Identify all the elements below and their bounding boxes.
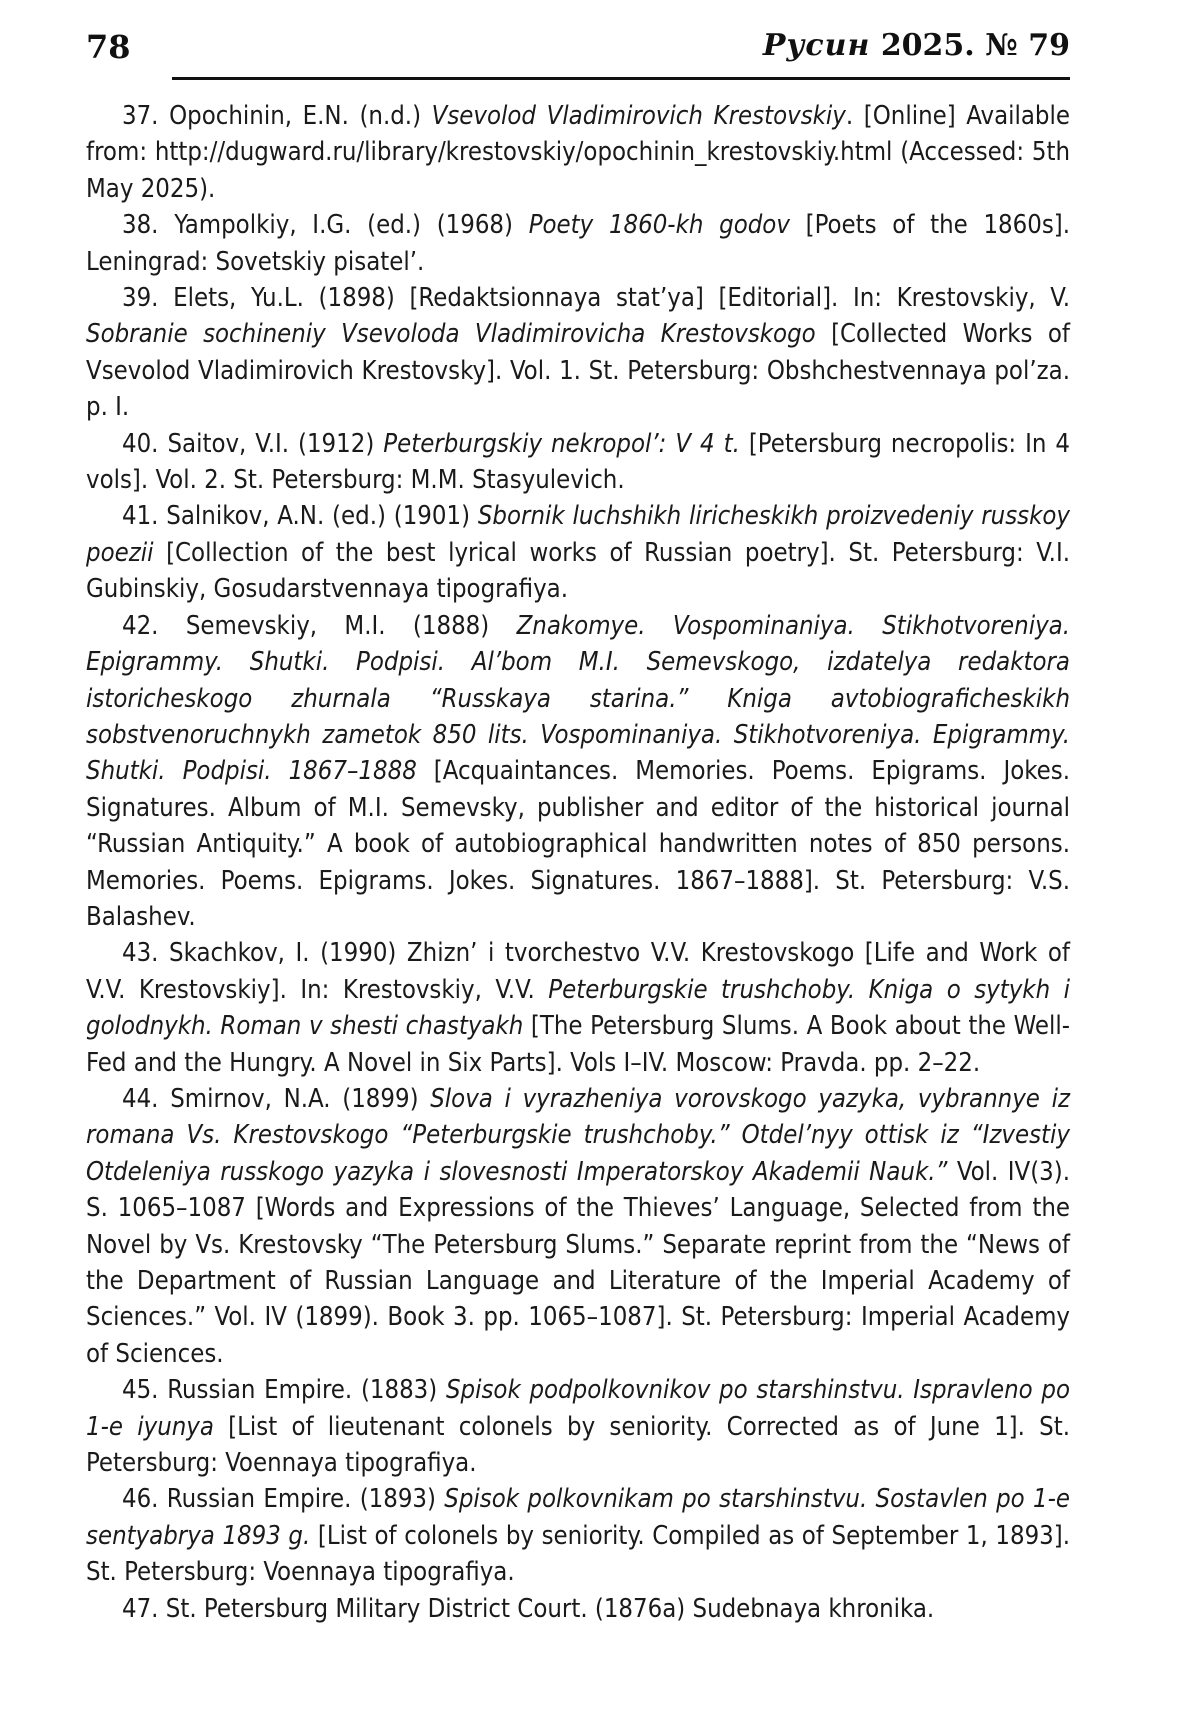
reference-authors: Opochinin, E.N. (n.d.) [169, 101, 432, 131]
reference-authors: Smirnov, N.A. (1899) [170, 1083, 431, 1114]
reference-details: [Acquaintances. Memories. Poems. Epigrams. Jokes. Signatures. Album of M.I. Semevsky, publisher and editor of the historical journal “Russian Antiquity.” A book of autobiographical handwritten notes of 850 persons. Memories. Poems. Epigrams. Jokes. Signatures. 1867–1888]. St. Petersburg: V.S. Balashev. [86, 756, 1070, 932]
reference-details: Vol. IV(3). S. 1065–1087 [Words and Expressions of the Thieves’ Language, Selected from the Novel by Vs. Krestovsky “The Petersburg Slums.” Separate reprint from the “News of the Department of Russian Language and Literature of the Imperial Academy of Sciences.” Vol. IV (1899). Book 3. pp. 1065–1087]. St. Petersburg: Imperial Academy of Sciences. [86, 1156, 1071, 1369]
reference-authors: Skachkov, I. (1990) Zhizn’ i tvorchestvo V.V. Krestovskogo [Life and Work of V.V. Krestovskiy]. In: Krestovskiy, V.V. [86, 938, 1070, 1005]
reference-details: [The Petersburg Slums. A Book about the Well-Fed and the Hungry. A Novel in Six Parts]. Vols I–IV. Moscow: Pravda. pp. 2–22. [86, 1011, 1070, 1078]
reference-authors: Russian Empire. (1883) [167, 1375, 446, 1406]
reference-entry [86, 1591, 1070, 1627]
reference-entry [86, 280, 1070, 426]
reference-number: 42. [122, 610, 159, 641]
reference-number: 37. [122, 101, 159, 131]
reference-entry [86, 426, 1070, 499]
reference-number: 41. [122, 501, 159, 532]
reference-authors: Saitov, V.I. (1912) [167, 428, 384, 459]
reference-number: 39. [122, 283, 159, 314]
reference-details: [Collected Works of Vsevolod Vladimirovich Krestovsky]. Vol. 1. St. Petersburg: Obshchestvennaya pol’za. p. I. [86, 319, 1070, 423]
reference-entry [86, 1372, 1070, 1481]
reference-title: Vsevolod Vladimirovich Krestovskiy [431, 101, 846, 131]
reference-title: Peterburgskiy nekropol’: V 4 t. [383, 428, 740, 459]
reference-details: [Poets of the 1860s]. Leningrad: Sovetskiy pisatel’. [86, 210, 1071, 277]
reference-authors: Yampolkiy, I.G. (ed.) (1968) [174, 210, 529, 241]
page-number: 78 [86, 28, 131, 66]
reference-number: 47. [122, 1593, 159, 1624]
reference-details: [Petersburg necropolis: In 4 vols]. Vol. 2. St. Petersburg: M.M. Stasyulevich. [86, 428, 1070, 496]
reference-entry [86, 935, 1070, 1081]
reference-entry [86, 207, 1070, 280]
reference-number: 44. [122, 1083, 159, 1114]
reference-title: Sobranie sochineniy Vsevoloda Vladimirovicha Krestovskogo [86, 319, 816, 350]
reference-authors: Elets, Yu.L. (1898) [Redaktsionnaya stat’ya] [Editorial]. In: Krestovskiy, V. [173, 283, 1070, 314]
reference-authors: Russian Empire. (1893) [166, 1484, 445, 1515]
reference-title: Spisok podpolkovnikov po starshinstvu. Ispravleno po 1-e iyunya [86, 1375, 1070, 1442]
reference-title: Sbornik luchshikh liricheskikh proizvedeniy russkoy poezii [86, 501, 1070, 568]
reference-number: 45. [122, 1375, 159, 1406]
reference-details: [List of colonels by seniority. Compiled as of September 1, 1893]. St. Petersburg: Voennaya tipografiya. [86, 1520, 1071, 1588]
reference-details: [Collection of the best lyrical works of Russian poetry]. St. Petersburg: V.I. Gubinskiy, Gosudarstvennaya tipografiya. [86, 537, 1070, 605]
reference-number: 38. [122, 210, 159, 241]
reference-entry [86, 98, 1070, 207]
reference-number: 43. [122, 938, 159, 969]
reference-authors: Semevskiy, M.I. (1888) [185, 610, 517, 641]
reference-authors: Salnikov, A.N. (ed.) (1901) [166, 501, 478, 532]
journal-issue: 2025. № 79 [880, 28, 1070, 63]
journal-name: Русин [762, 28, 871, 63]
reference-entry [86, 608, 1070, 936]
reference-list [86, 98, 1070, 1627]
reference-entry [86, 1481, 1070, 1590]
header-divider [172, 77, 1070, 80]
reference-entry [86, 498, 1070, 607]
reference-details: . [Online] Available from: http://dugward.ru/library/krestovskiy/opochinin_krestovskiy.html (Accessed: 5th May 2025). [86, 101, 1070, 204]
reference-entry [86, 1081, 1070, 1372]
reference-authors: St. Petersburg Military District Court. (1876a) Sudebnaya khronika. [165, 1593, 935, 1624]
reference-title: Slova i vyrazheniya vorovskogo yazyka, vybrannye iz romana Vs. Krestovskogo “Peterburgskie trushchoby.” Otdel’nyy ottisk iz “Izvestiy Otdeleniya russkogo yazyka i slovesnosti Imperatorskoy Akademii Nauk.” [86, 1083, 1070, 1187]
reference-number: 46. [122, 1484, 159, 1515]
reference-title: Poety 1860-kh godov [528, 210, 790, 241]
running-header [763, 28, 1070, 63]
reference-title: Spisok polkovnikam po starshinstvu. Sostavlen po 1-e sentyabrya 1893 g. [86, 1484, 1070, 1551]
reference-number: 40. [122, 428, 159, 459]
reference-title: Znakomye. Vospominaniya. Stikhotvoreniya. Epigrammy. Shutki. Podpisi. Al’bom M.I. Semevskogo, izdatelya redaktora istoricheskogo zhurnala “Russkaya starina.” Kniga avtobiograficheskikh sobstvenoruchnykh zametok 850 lits. Vospominaniya. Stikhotvoreniya. Epigrammy. Shutki. Podpisi. 1867–1888 [86, 610, 1070, 787]
reference-title: Peterburgskie trushchoby. Kniga o sytykh i golodnykh. Roman v shesti chastyakh [86, 974, 1070, 1042]
reference-details: [List of lieutenant colonels by seniority. Corrected as of June 1]. St. Petersburg: Voennaya tipografiya. [86, 1411, 1070, 1479]
